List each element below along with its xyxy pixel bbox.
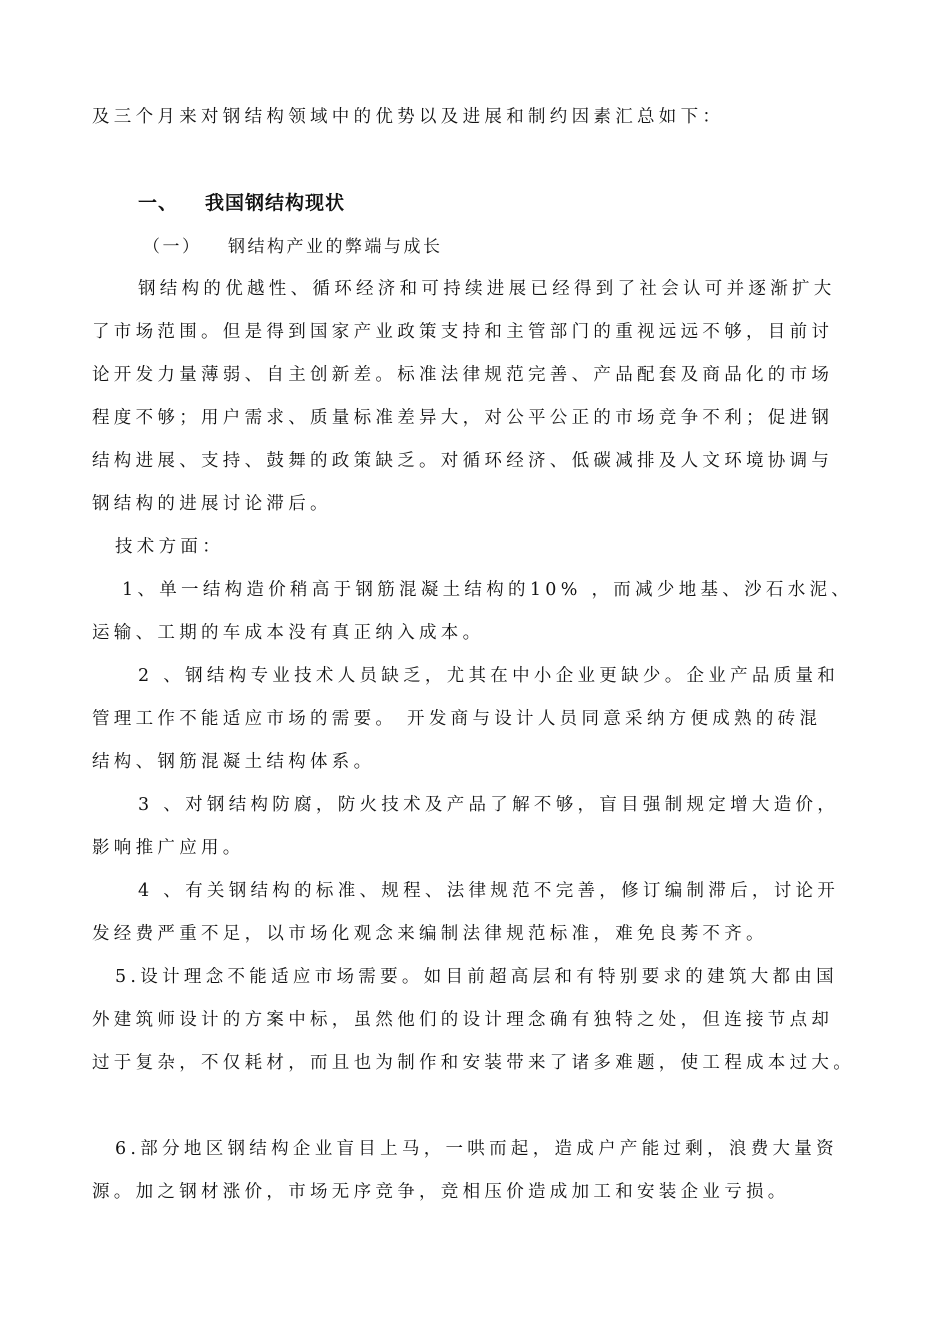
paragraph-line: 钢结构的进展讨论滞后。 — [92, 494, 332, 514]
paragraph-line: 论开发力量薄弱、自主创新差。标准法律规范完善、产品配套及商品化的市场 — [92, 365, 834, 385]
item-line: 影响推广应用。 — [92, 838, 245, 858]
paragraph-line: 钢结构的优越性、循环经济和可持续进展已经得到了社会认可并逐渐扩大 — [138, 279, 836, 299]
paragraph-line: 程度不够；用户需求、质量标准差异大，对公平公正的市场竞争不利；促进钢 — [92, 408, 834, 428]
item-line: 6.部分地区钢结构企业盲目上马，一哄而起，造成户产能过剩，浪费大量资 — [115, 1139, 838, 1159]
item-line: 源。加之钢材涨价，市场无序竞争，竞相压价造成加工和安装企业亏损。 — [92, 1182, 790, 1202]
section-title: 我国钢结构现状 — [205, 192, 346, 214]
item-line: 1、单一结构造价稍高于钢筋混凝土结构的10% ，而减少地基、沙石水泥、 — [122, 580, 854, 600]
paragraph-line: 结构进展、支持、鼓舞的政策缺乏。对循环经济、低碳减排及人文环境协调与 — [92, 451, 834, 471]
item-line: 2 、钢结构专业技术人员缺乏，尤其在中小企业更缺少。企业产品质量和 — [138, 666, 840, 686]
subsection-title: 钢结构产业的弊端与成长 — [228, 237, 443, 257]
subsection-number: （一） — [143, 237, 202, 257]
paragraph-line: 了市场范围。但是得到国家产业政策支持和主管部门的重视远远不够，目前讨 — [92, 322, 834, 342]
item-line: 5.设计理念不能适应市场需要。如目前超高层和有特别要求的建筑大都由国 — [115, 967, 838, 987]
intro-line: 及三个月来对钢结构领域中的优势以及进展和制约因素汇总如下： — [92, 107, 725, 127]
item-line: 过于复杂，不仅耗材，而且也为制作和安装带来了诸多难题，使工程成本过大。 — [92, 1053, 855, 1073]
item-line: 外建筑师设计的方案中标，虽然他们的设计理念确有独特之处，但连接节点却 — [92, 1010, 834, 1030]
section-number: 一、 — [138, 192, 179, 214]
item-line: 运输、工期的车成本没有真正纳入成本。 — [92, 623, 485, 643]
tech-label: 技术方面： — [115, 537, 224, 557]
item-line: 3 、对钢结构防腐，防火技术及产品了解不够，盲目强制规定增大造价， — [138, 795, 840, 815]
item-line: 4 、有关钢结构的标准、规程、法律规范不完善，修订编制滞后，讨论开 — [138, 881, 840, 901]
item-line: 管理工作不能适应市场的需要。 开发商与设计人员同意采纳方便成熟的砖混 — [92, 709, 822, 729]
item-line: 结构、钢筋混凝土结构体系。 — [92, 752, 376, 772]
item-line: 发经费严重不足，以市场化观念来编制法律规范标准，难免良莠不齐。 — [92, 924, 768, 944]
